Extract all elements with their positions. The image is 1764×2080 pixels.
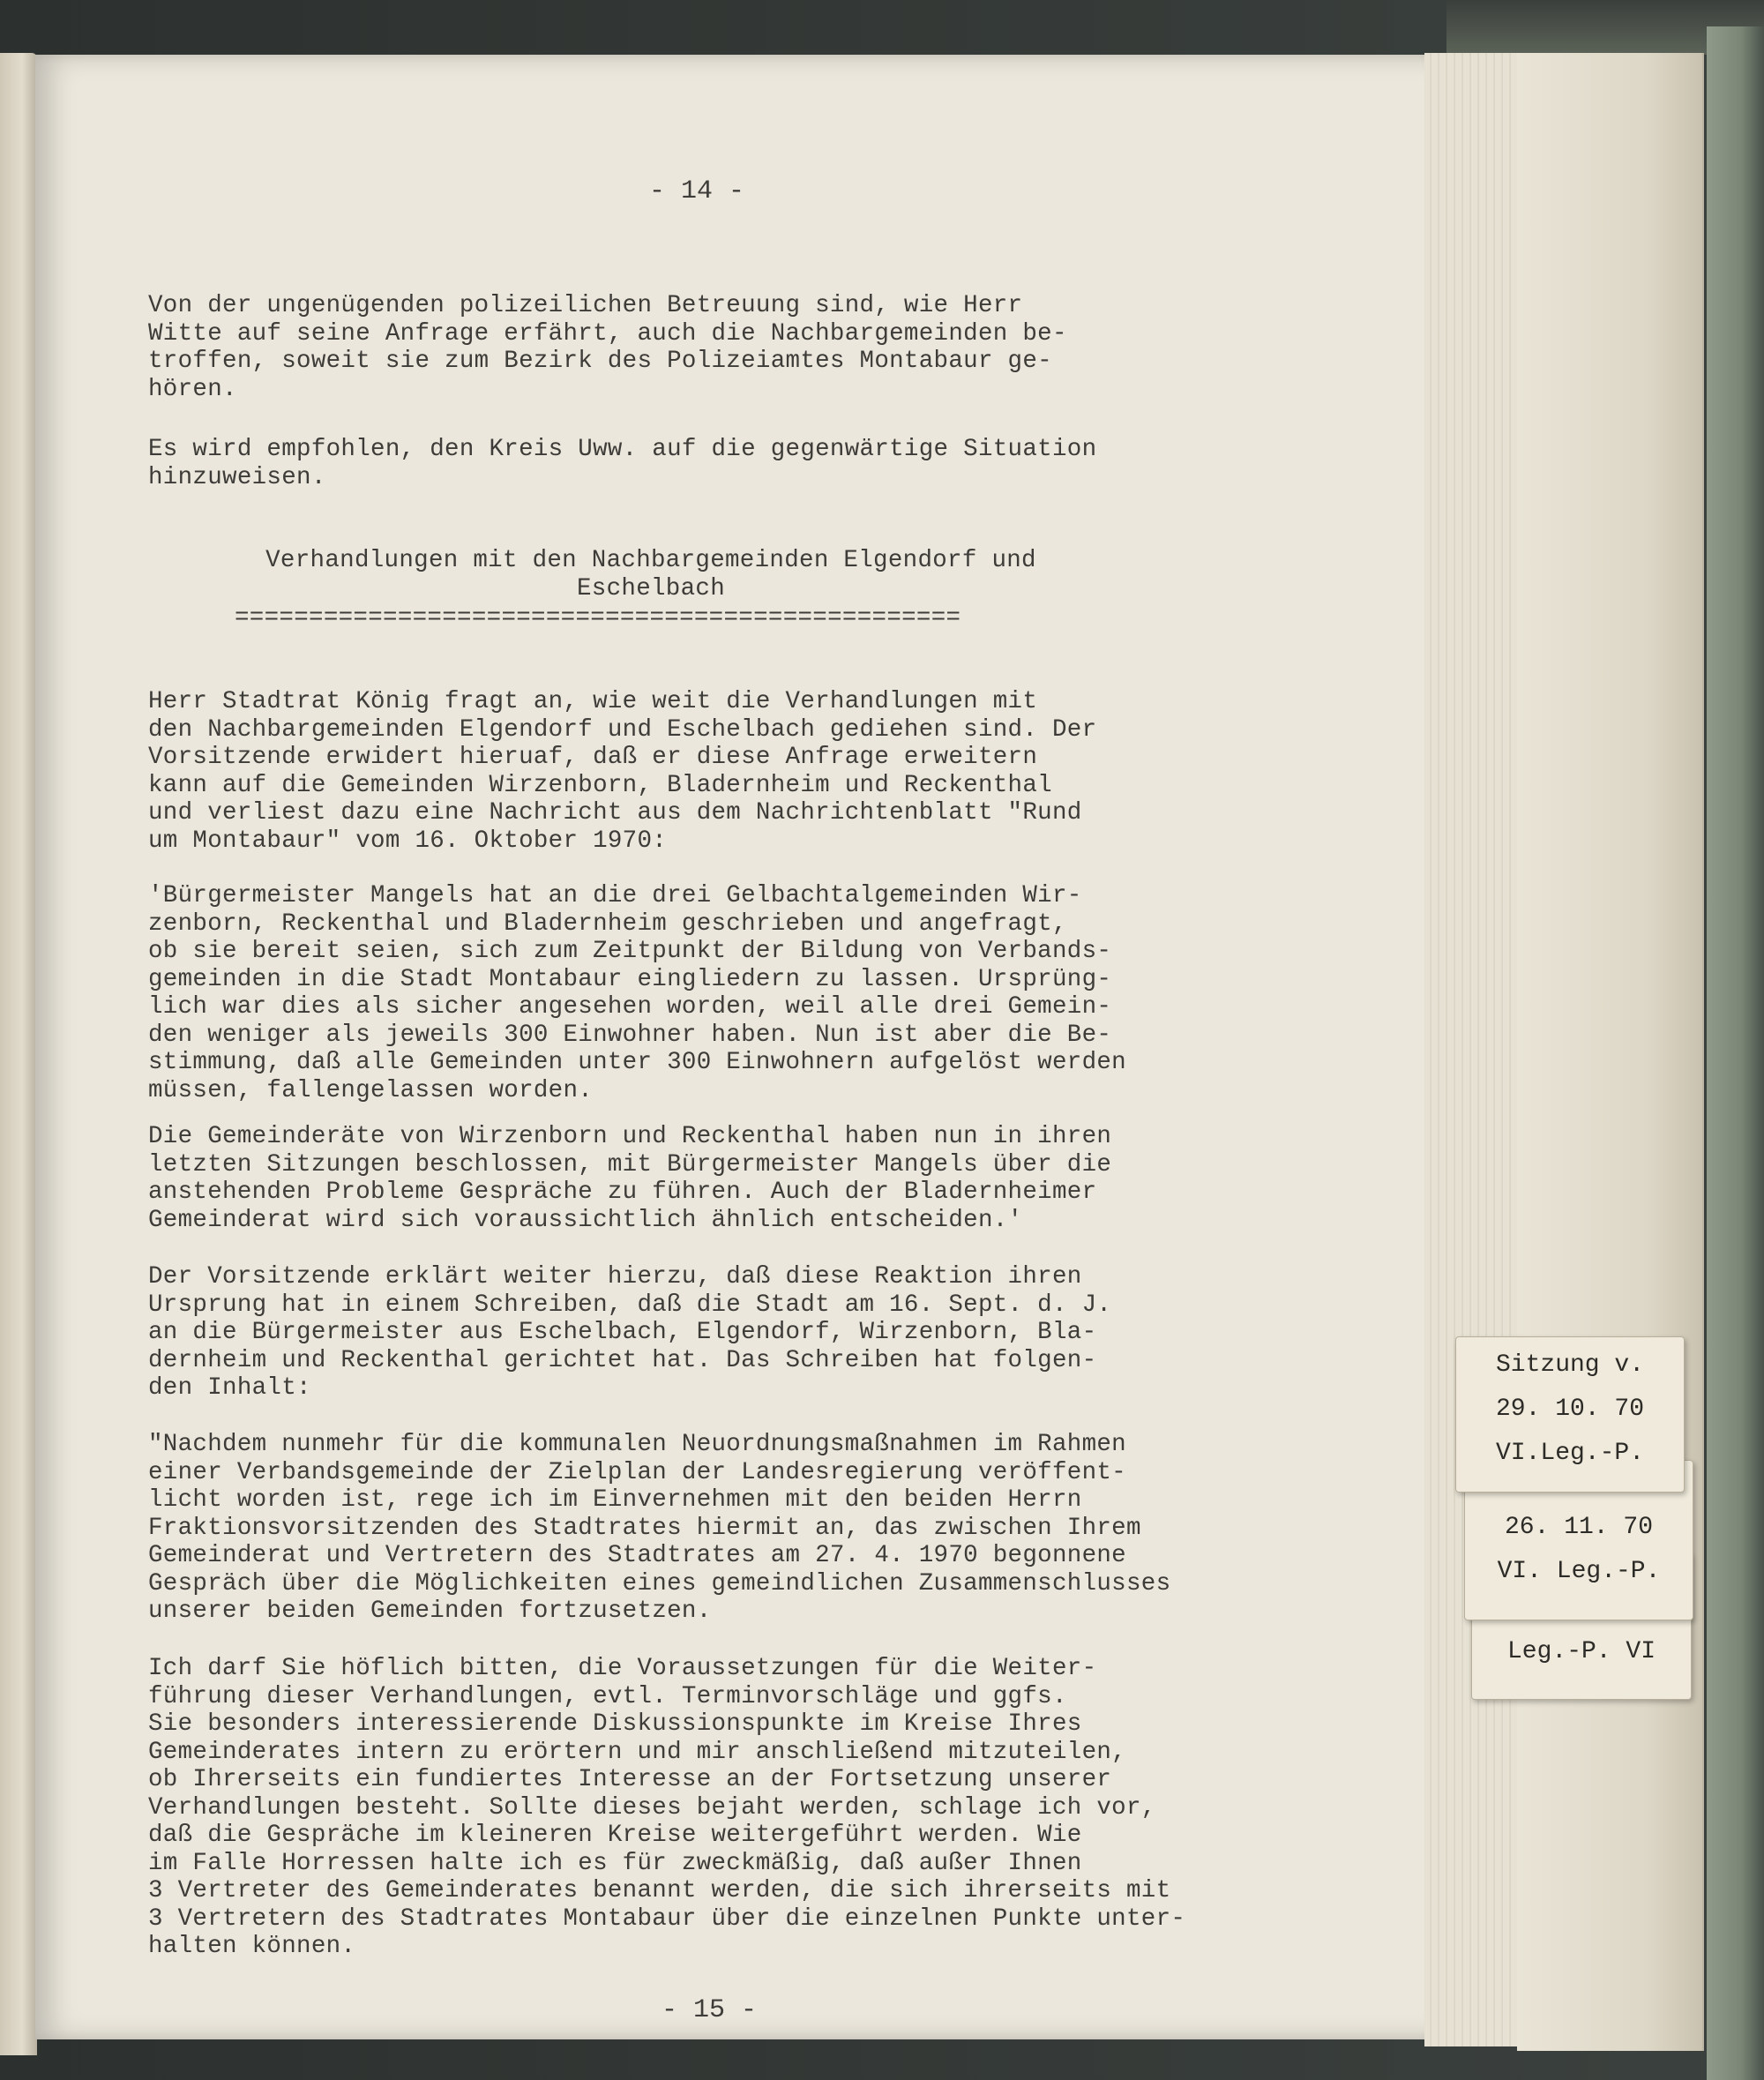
binder-cover	[1707, 26, 1764, 2080]
page-stack-fringe	[1517, 53, 1704, 2051]
tab-line: Leg.-P. VI	[1506, 1638, 1656, 1665]
session-tab-29-10-70[interactable]	[1455, 1336, 1685, 1493]
page-header-number: - 14 -	[649, 176, 745, 206]
tab-line: 26. 11. 70	[1504, 1514, 1654, 1541]
heading-underline: =================================================	[235, 604, 961, 632]
tab-line: VI. Leg.-P.	[1497, 1558, 1661, 1585]
paragraph-letter-request: Ich darf Sie höflich bitten, die Voraussetzungen für die Weiter- führung dieser Verhandlungen, evtl. Terminvorschläge und ggfs. Sie besonders interessierende Diskussionspunkte im Kreise Ihres Gemeinderates intern zu erörtern und mir anschließend mitzuteilen, ob Ihrerseits ein fundiertes Interesse an der Fortsetzung unserer Verhandlungen besteht. Sollte dieses bejaht werden, schlage ich vor, daß die Gespräche im kleineren Kreise weitergeführt werden. Wie im Falle Horressen halte ich es für zweckmäßig, daß außer Ihnen 3 Vertreter des Gemeinderates benannt werden, die sich ihrerseits mit 3 Vertretern des Stadtrates Montabaur über die einzelnen Punkte unter- halten können.	[148, 1655, 1186, 1960]
paragraph-police: Von der ungenügenden polizeilichen Betreuung sind, wie Herr Witte auf seine Anfrage erfährt, auch die Nachbargemeinden be- troffen, soweit sie zum Bezirk des Polizeiamtes Montabaur ge- hören.	[148, 292, 1067, 403]
paragraph-koenig-question: Herr Stadtrat König fragt an, wie weit die Verhandlungen mit den Nachbargemeinden Elgendorf und Eschelbach gediehen sind. Der Vorsitzende erwidert hieruaf, daß er diese Anfrage erweitern kann auf die Gemeinden Wirzenborn, Bladernheim und Reckenthal und verliest dazu eine Nachricht aus dem Nachrichtenblatt "Rund um Montabaur" vom 16. Oktober 1970:	[148, 688, 1097, 855]
paragraph-quote-mangels: 'Bürgermeister Mangels hat an die drei Gelbachtalgemeinden Wir- zenborn, Reckenthal und Bladernheim geschrieben und angefragt, ob sie bereit seien, sich zum Zeitpunkt der Bildung von Verbands- gemeinden in die Stadt Montabaur eingliedern zu lassen. Ursprüng- lich war dies als sicher angesehen worden, weil alle drei Gemein- den weniger als jeweils 300 Einwohner haben. Nun ist aber die Be- stimmung, daß alle Gemeinden unter 300 Einwohnern aufgelöst werden müssen, fallengelassen worden.	[148, 882, 1126, 1104]
tab-line: Sitzung v.	[1495, 1351, 1645, 1379]
page-footer-number: - 15 -	[662, 1995, 758, 2025]
paragraph-reaction: Der Vorsitzende erklärt weiter hierzu, daß diese Reaktion ihren Ursprung hat in einem Schreiben, daß die Stadt am 16. Sept. d. J. an die Bürgermeister aus Eschelbach, Elgendorf, Wirzenborn, Bla- dernheim und Reckenthal gerichtet hat. Das Schreiben hat folgen- den Inhalt:	[148, 1263, 1112, 1402]
paragraph-recommendation: Es wird empfohlen, den Kreis Uww. auf die gegenwärtige Situation hinzuweisen.	[148, 436, 1097, 491]
paragraph-letter-intro: "Nachdem nunmehr für die kommunalen Neuordnungsmaßnahmen im Rahmen einer Verbandsgemeinde der Zielplan der Landesregierung veröffent- licht worden ist, rege ich im Einvernehmen mit den beiden Herrn Fraktionsvorsitzenden des Stadtrates hiermit an, das zwischen Ihrem Gemeinderat und Vertretern des Stadtrates am 27. 4. 1970 begonnene Gespräch über die Möglichkeiten eines gemeindlichen Zusammenschlusses unserer beiden Gemeinden fortzusetzen.	[148, 1431, 1171, 1625]
tab-line: 29. 10. 70	[1495, 1395, 1645, 1423]
left-page-edge	[0, 53, 37, 2055]
paragraph-quote-gemeinderaete: Die Gemeinderäte von Wirzenborn und Reckenthal haben nun in ihren letzten Sitzungen beschlossen, mit Bürgermeister Mangels über die anstehenden Probleme Gespräche zu führen. Auch der Bladernheimer Gemeinderat wird sich voraussichtlich ähnlich entscheiden.'	[148, 1123, 1112, 1234]
section-heading: Verhandlungen mit den Nachbargemeinden Elgendorf und Eschelbach	[265, 547, 1036, 602]
page-stack-edges	[1424, 53, 1530, 2046]
tab-line: VI.Leg.-P.	[1495, 1440, 1645, 1467]
